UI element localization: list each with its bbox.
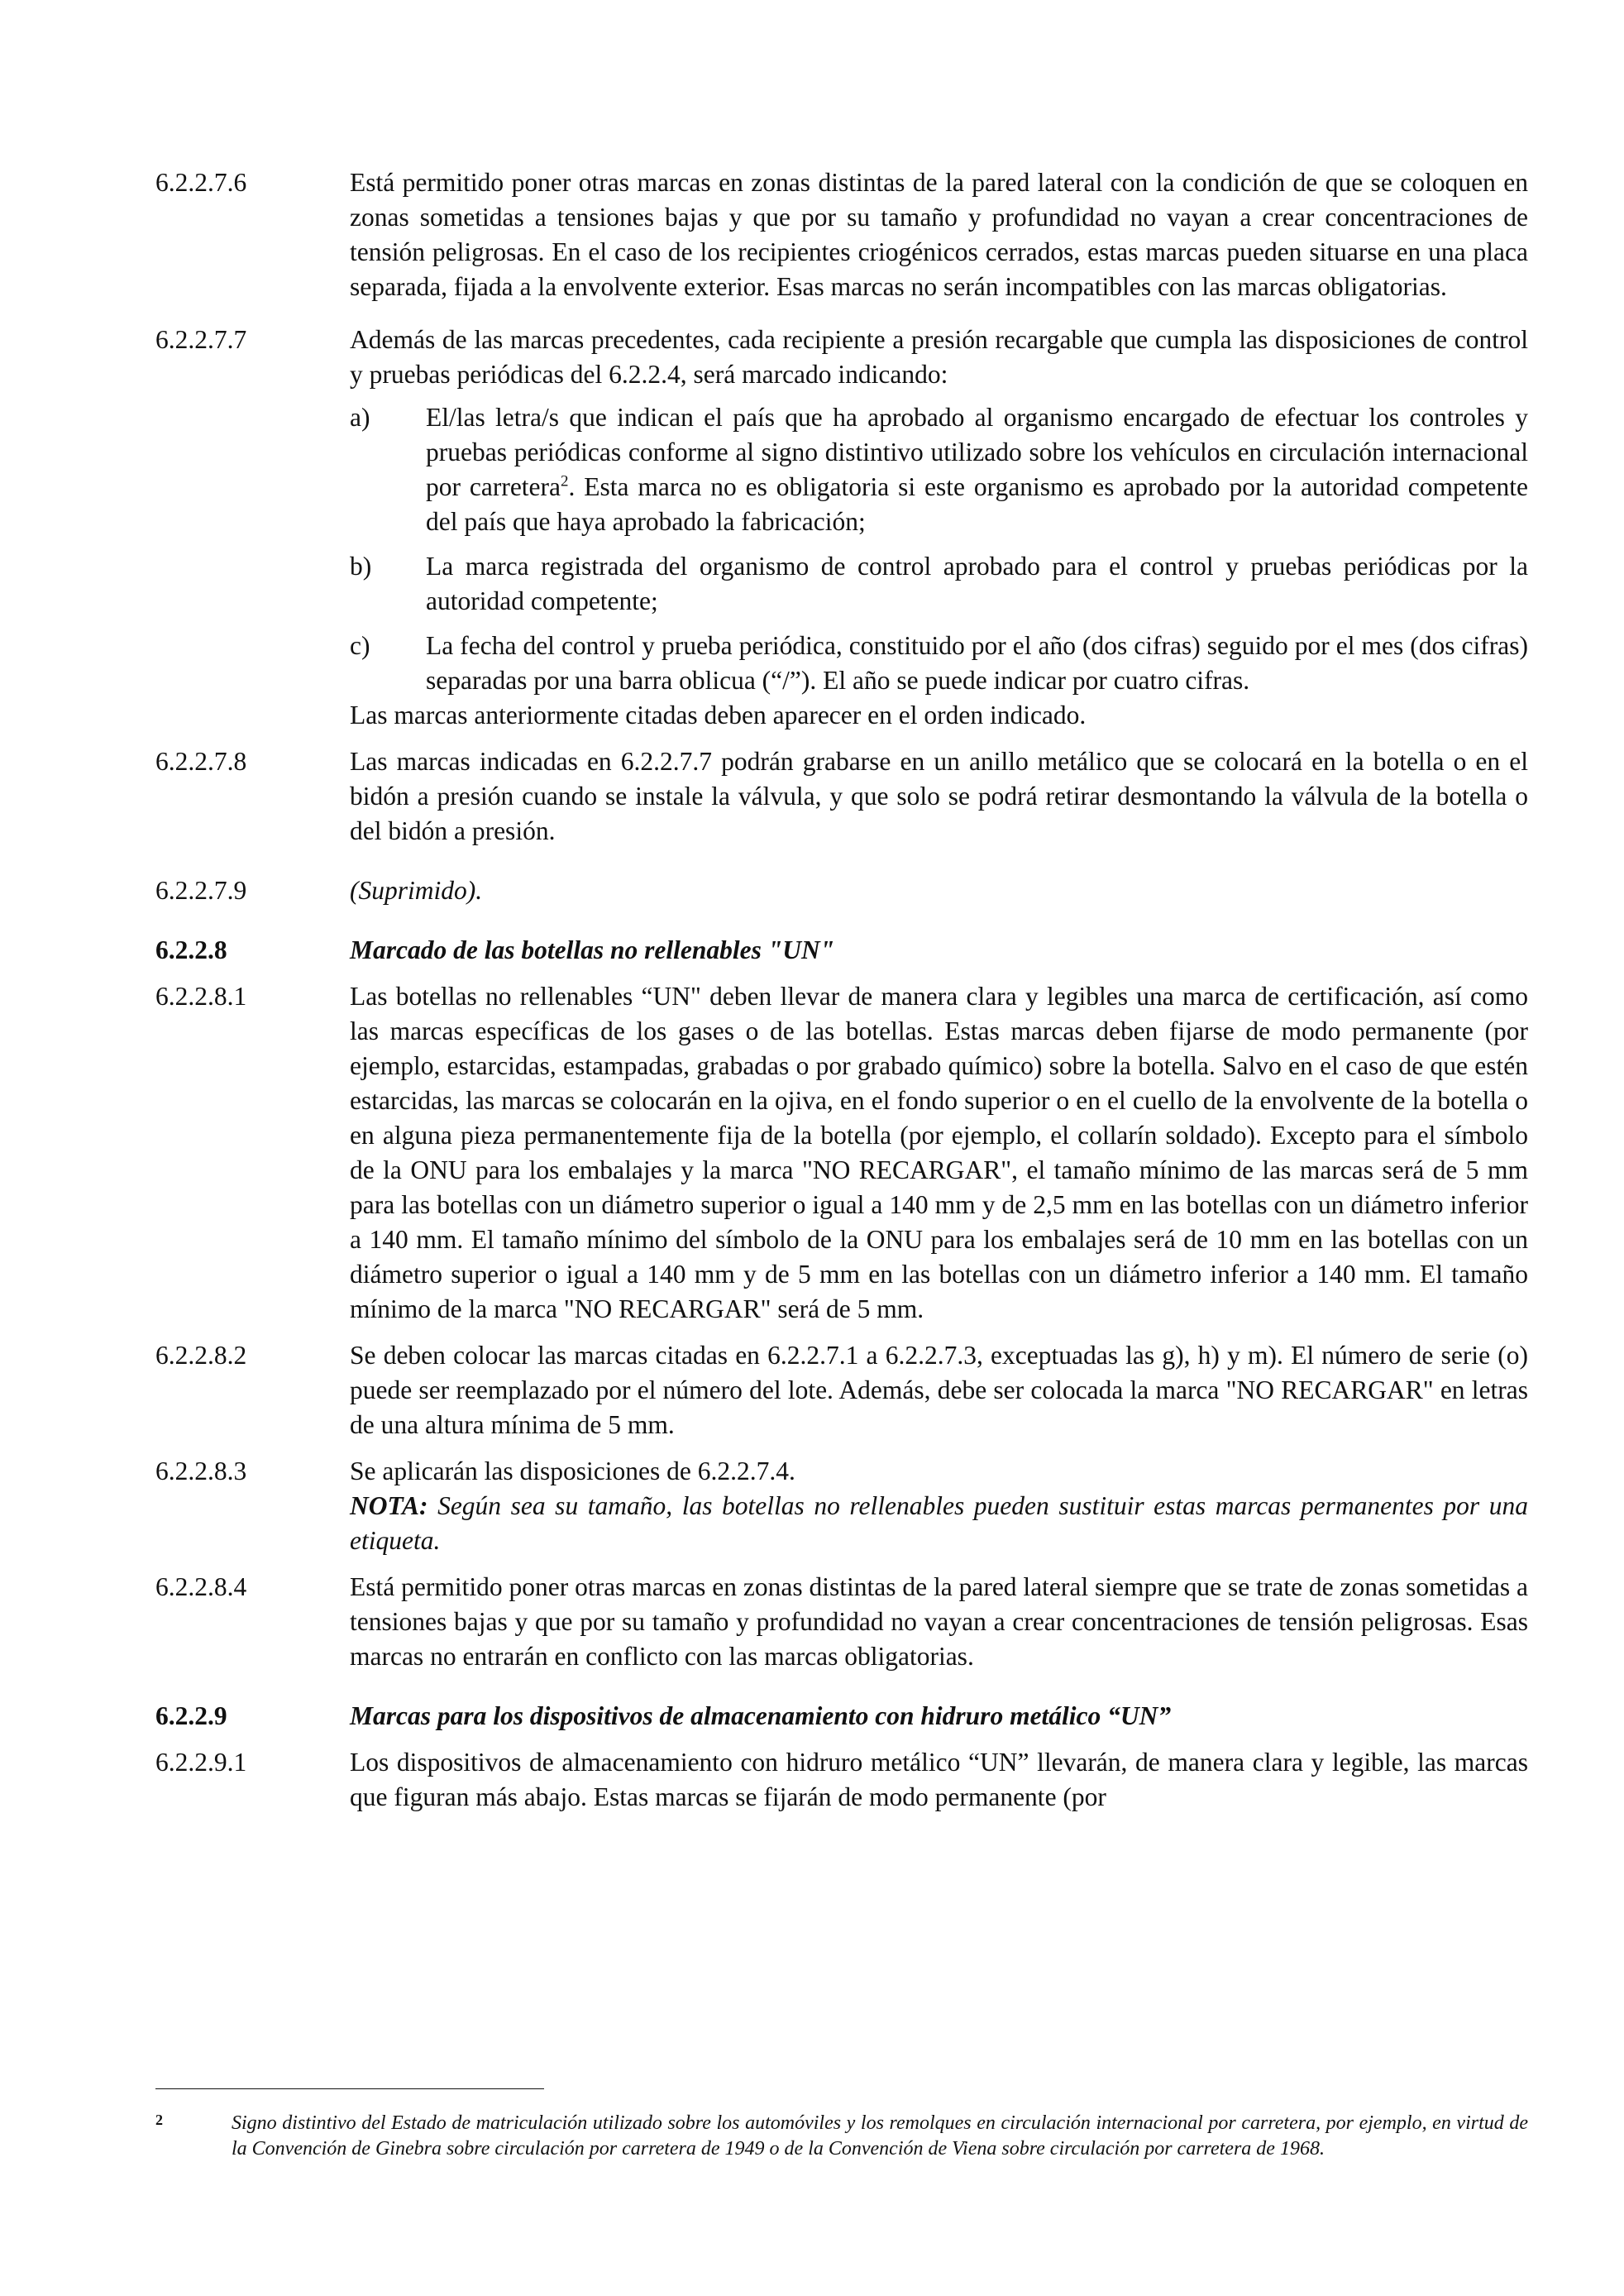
- paragraph-text: Las marcas indicadas en 6.2.2.7.7 podrán grabarse en un anillo metálico que se colocará en la botella o en el bidón a presión cuando se instale la válvula, y que solo se podrá retirar desmontando la válvula de la botella o del bidón a presión.: [350, 747, 1528, 845]
- list-text-part: . Esta marca no es obligatoria si este organismo es aprobado por la autoridad competente del país que haya aprobado la fabricación;: [426, 472, 1528, 536]
- paragraph-number: 6.2.2.8.1: [155, 982, 247, 1011]
- paragraph-text: Se deben colocar las marcas citadas en 6.2.2.7.1 a 6.2.2.7.3, exceptuadas las g), h) y m). El número de serie (o) puede ser reemplazado por el número del lote. Además, debe ser colocada la marca "NO RECARGAR" en letras de una altura mínima de 5 mm.: [350, 1341, 1528, 1439]
- paragraph-text: (Suprimido).: [350, 876, 483, 905]
- list-item-a: [350, 400, 1528, 539]
- list-text: [426, 400, 1528, 539]
- list-label: b): [350, 552, 372, 581]
- paragraph-6-2-2-7-8: [155, 744, 1528, 849]
- paragraph-6-2-2-9-1: [155, 1745, 1528, 1815]
- list-text: La fecha del control y prueba periódica, constituido por el año (dos cifras) seguido por el mes (dos cifras) separadas por una barra oblicua (“/”). El año se puede indicar por cuatro cifras.: [426, 631, 1528, 695]
- section-heading-6-2-2-8: [155, 933, 1528, 968]
- section-number: 6.2.2.8: [155, 935, 227, 964]
- section-title: Marcado de las botellas no rellenables "UN": [350, 935, 835, 964]
- paragraph-number: 6.2.2.7.7: [155, 325, 247, 354]
- paragraph-6-2-2-7-9: [155, 873, 1528, 908]
- paragraph-6-2-2-8-4: [155, 1570, 1528, 1674]
- footnote-text: Signo distintivo del Estado de matriculación utilizado sobre los automóviles y los remolques en circulación internacional por carretera, por ejemplo, en virtud de la Convención de Ginebra sobre circulación por carretera de 1949 o de la Convención de Viena sobre circulación por carretera de 1968.: [232, 2112, 1528, 2160]
- list-text-part: El/las letra/s que indican el país que ha aprobado al organismo encargado de efectuar los controles y pruebas periódicas conforme al signo distintivo utilizado sobre los vehículos en circulación internacional por carretera: [426, 403, 1528, 501]
- paragraph-number: 6.2.2.7.6: [155, 168, 247, 197]
- paragraph-text: Está permitido poner otras marcas en zonas distintas de la pared lateral con la condición de que se coloquen en zonas sometidas a tensiones bajas y que por su tamaño y profundidad no vayan a crear concentraciones de tensión peligrosas. En el caso de los recipientes criogénicos cerrados, estas marcas pueden situarse en una placa separada, fijada a la envolvente exterior. Esas marcas no serán incompatibles con las marcas obligatorias.: [350, 168, 1528, 301]
- footnote: [155, 2111, 1528, 2162]
- section-number: 6.2.2.9: [155, 1701, 227, 1730]
- paragraph-6-2-2-8-3: [155, 1454, 1528, 1558]
- paragraph-text: Está permitido poner otras marcas en zonas distintas de la pared lateral siempre que se trate de zonas sometidas a tensiones bajas y que por su tamaño y profundidad no vayan a crear concentraciones de tensión peligrosas. Esas marcas no entrarán en conflicto con las marcas obligatorias.: [350, 1572, 1528, 1671]
- paragraph-number: 6.2.2.9.1: [155, 1748, 247, 1777]
- paragraph-6-2-2-8-1: [155, 979, 1528, 1327]
- note: [350, 1489, 1528, 1558]
- note-label: NOTA:: [350, 1491, 428, 1520]
- paragraph-text: Se aplicarán las disposiciones de 6.2.2.7.4.: [350, 1457, 795, 1485]
- paragraph-text: Los dispositivos de almacenamiento con hidruro metálico “UN” llevarán, de manera clara y legible, las marcas que figuran más abajo. Estas marcas se fijarán de modo permanente (por: [350, 1748, 1528, 1811]
- note-text: Según sea su tamaño, las botellas no rellenables pueden sustituir estas marcas permanentes por una etiqueta.: [350, 1491, 1528, 1555]
- footnote-separator: [155, 2088, 544, 2089]
- paragraph-number: 6.2.2.8.4: [155, 1572, 247, 1601]
- paragraph-number: 6.2.2.8.2: [155, 1341, 247, 1370]
- footnote-ref[interactable]: 2: [561, 472, 569, 490]
- paragraph-6-2-2-8-2: [155, 1338, 1528, 1442]
- paragraph-6-2-2-7-6: [155, 165, 1528, 304]
- list-item-c: [350, 629, 1528, 698]
- section-heading-6-2-2-9: [155, 1699, 1528, 1734]
- section-title: Marcas para los dispositivos de almacenamiento con hidruro metálico “UN”: [350, 1701, 1172, 1730]
- paragraph-number: 6.2.2.7.8: [155, 747, 247, 776]
- paragraph-number: 6.2.2.8.3: [155, 1457, 247, 1485]
- list-item-b: [350, 549, 1528, 619]
- paragraph-6-2-2-7-7: [155, 323, 1528, 733]
- list-label: a): [350, 403, 370, 432]
- paragraph-text: Las botellas no rellenables “UN" deben llevar de manera clara y legibles una marca de certificación, así como las marcas específicas de los gases o de las botellas. Estas marcas deben fijarse de modo permanente (por ejemplo, estarcidas, estampadas, grabadas o por grabado químico) sobre la botella. Salvo en el caso de que estén estarcidas, las marcas se colocarán en la ojiva, en el fondo superior o en el cuello de la envolvente de la botella o en alguna pieza permanentemente fija de la botella (por ejemplo, el collarín soldado). Excepto para el símbolo de la ONU para los embalajes y la marca "NO RECARGAR", el tamaño mínimo de las marcas será de 5 mm para las botellas con un diámetro superior o igual a 140 mm y de 2,5 mm en las botellas con un diámetro inferior a 140 mm. El tamaño mínimo del símbolo de la ONU para los embalajes será de 10 mm en las botellas con un diámetro superior o igual a 140 mm y de 5 mm en las botellas con un diámetro inferior a 140 mm. El tamaño mínimo de la marca "NO RECARGAR" será de 5 mm.: [350, 982, 1528, 1323]
- document-body: [155, 165, 1528, 1815]
- paragraph-number: 6.2.2.7.9: [155, 876, 247, 905]
- paragraph-closing: Las marcas anteriormente citadas deben aparecer en el orden indicado.: [350, 701, 1087, 729]
- list-text: La marca registrada del organismo de control aprobado para el control y pruebas periódicas por la autoridad competente;: [426, 552, 1528, 615]
- list-label: c): [350, 631, 370, 660]
- paragraph-intro: Además de las marcas precedentes, cada recipiente a presión recargable que cumpla las disposiciones de control y pruebas periódicas del 6.2.2.4, será marcado indicando:: [350, 325, 1528, 389]
- footnote-number: 2: [155, 2112, 163, 2128]
- marks-list: [350, 400, 1528, 698]
